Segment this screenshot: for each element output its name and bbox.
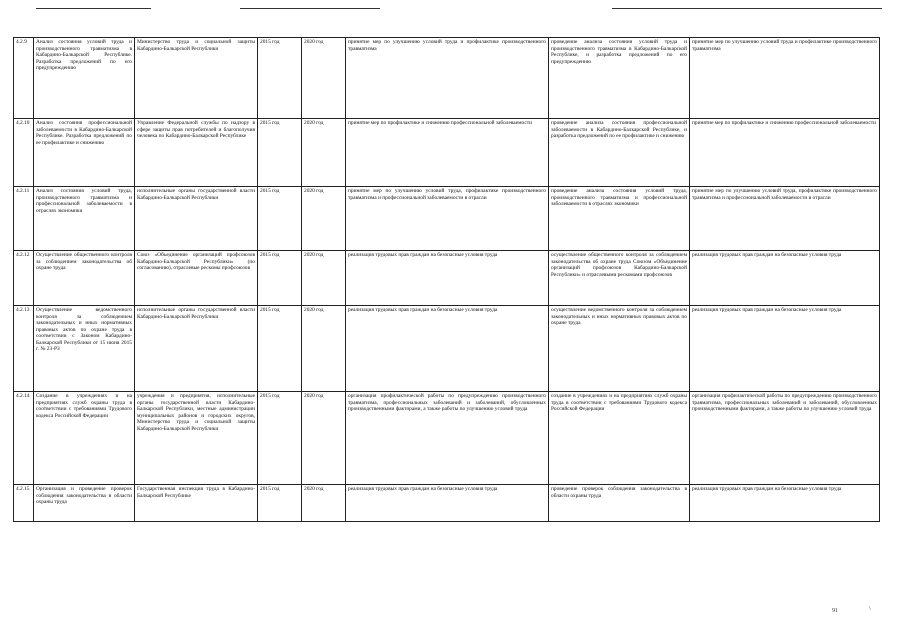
end-year-cell: 2020 год (302, 38, 346, 119)
activity-content-cell: осуществление общественного контроля за соблюдением законодательства об охране труда Союзом «Объединение организаций профсоюзов Кабардино-Балкарской Республики» и отраслевыми рескомами профсоюзов (549, 251, 690, 306)
row-number: 4.2.10 (14, 119, 34, 187)
table-row (14, 187, 880, 251)
activity-content-cell: проведение проверок соблюдения законодательства в области охраны труда (549, 485, 690, 522)
start-year-cell: 2015 год (258, 119, 302, 187)
expected-result-cell: принятие мер по профилактике и снижению профессиональной заболеваемости (346, 119, 549, 187)
activity-content-cell: осуществление ведомственного контроля за соблюдением законодательных и иных нормативных правовых актов по охране труда (549, 306, 690, 392)
program-activities-table (13, 37, 880, 522)
end-year-cell: 2020 год (302, 306, 346, 392)
indicator-cell: принятие мер по улучшению условий труда и профилактике производственного травматизма (690, 38, 880, 119)
indicator-cell: реализация трудовых прав граждан на безопасные условия труда (690, 306, 880, 392)
row-number: 4.2.12 (14, 251, 34, 306)
start-year-cell: 2015 год (258, 392, 302, 485)
table-row (14, 119, 880, 187)
expected-result-cell: реализация трудовых прав граждан на безопасные условия труда (346, 251, 549, 306)
executor-cell: Управление Федеральной службы по надзору в сфере защиты прав потребителей и благополучия человека по Кабардино-Балкарской Республике (135, 119, 258, 187)
end-year-cell: 2020 год (302, 119, 346, 187)
row-number: 4.2.13 (14, 306, 34, 392)
indicator-cell: организация профилактической работы по предупреждению производственного травматизма, профессиональных заболеваний и заболеваний, обусловленных производственными факторами, а также работы по улучшению условий труда (690, 392, 880, 485)
activity-content-cell: проведение анализа состояния профессиональной заболеваемости в Кабардино-Балкарской Республике, и разработка предложений по ее профилактике и снижению (549, 119, 690, 187)
table-row (14, 392, 880, 485)
table-row (14, 38, 880, 119)
executor-cell: исполнительные органы государственной власти Кабардино-Балкарской Республики (135, 187, 258, 251)
activity-cell: Создание в учреждениях и на предприятиях служб охраны труда в соответствии с требованиями Трудового кодекса Российской Федерации (34, 392, 135, 485)
end-year-cell: 2020 год (302, 251, 346, 306)
end-year-cell: 2020 год (302, 485, 346, 522)
indicator-cell: реализация трудовых прав граждан на безопасные условия труда (690, 485, 880, 522)
header-rule (36, 8, 151, 9)
executor-cell: исполнительные органы государственной власти Кабардино-Балкарской Республики (135, 306, 258, 392)
expected-result-cell: принятие мер по улучшению условий труда и профилактике производственного травматизма (346, 38, 549, 119)
activity-cell: Анализ состояния профессиональной заболеваемости в Кабардино-Балкарской Республике. Разработка предложений по ее профилактике и снижению (34, 119, 135, 187)
expected-result-cell: реализация трудовых прав граждан на безопасные условия труда (346, 306, 549, 392)
indicator-cell: принятие мер по улучшению условий труда, профилактике производственного травматизма и профессиональной заболеваемости в отрасли (690, 187, 880, 251)
table-row (14, 306, 880, 392)
header-rule (240, 8, 380, 9)
activity-content-cell: создание в учреждениях и на предприятиях служб охраны труда в соответствии с требованиями Трудового кодекса Российской Федерации (549, 392, 690, 485)
row-number: 4.2.11 (14, 187, 34, 251)
expected-result-cell: реализация трудовых прав граждан на безопасные условия труда (346, 485, 549, 522)
end-year-cell: 2020 год (302, 187, 346, 251)
start-year-cell: 2015 год (258, 485, 302, 522)
expected-result-cell: организация профилактической работы по предупреждению производственного травматизма, профессиональных заболеваний и заболеваний, обусловленных производственными факторами, а также работы по улучшению условий труда (346, 392, 549, 485)
start-year-cell: 2015 год (258, 187, 302, 251)
activity-content-cell: проведение анализа состояния условий труда и производственного травматизма в Кабардино-Балкарской Республике, и разработка предложений по его предупреждению (549, 38, 690, 119)
end-year-cell: 2020 год (302, 392, 346, 485)
start-year-cell: 2015 год (258, 251, 302, 306)
header-rule (612, 8, 882, 9)
row-number: 4.2.14 (14, 392, 34, 485)
indicator-cell: принятие мер по профилактике и снижению профессиональной заболеваемости (690, 119, 880, 187)
page-mark: \ (869, 606, 871, 612)
activity-cell: Осуществление ведомственного контроля за соблюдением законодательных и иных нормативных правовых актов по охране труда в соответствии с Законом Кабардино-Балкарской Республики от 15 июня 2015 г. № 23-РЗ (34, 306, 135, 392)
row-number: 4.2.15 (14, 485, 34, 522)
page-mark: 91 (832, 608, 838, 614)
executor-cell: учреждения и предприятия, исполнительные органы государственной власти Кабардино-Балкарской Республики, местные администрации муниципальных районов и городских округов, Министерство труда и социальной защиты Кабардино-Балкарской Республики (135, 392, 258, 485)
table-row (14, 485, 880, 522)
start-year-cell: 2015 год (258, 38, 302, 119)
start-year-cell: 2015 год (258, 306, 302, 392)
activity-cell: Осуществление общественного контроля за соблюдением законодательства об охране труда (34, 251, 135, 306)
activity-cell: Анализ состояния условий труда и производственного травматизма в Кабардино-Балкарской Республике. Разработка предложений по его предупреждению (34, 38, 135, 119)
activity-content-cell: проведение анализа состояния условий труда, производственного травматизма и профессиональной заболеваемости в отраслях экономики (549, 187, 690, 251)
activity-cell: Анализ состояния условий труда, производственного травматизма и профессиональной заболеваемости в отраслях экономики (34, 187, 135, 251)
executor-cell: Государственная инспекция труда в Кабардино-Балкарской Республике (135, 485, 258, 522)
executor-cell: Министерство труда и социальной защиты Кабардино-Балкарской Республики (135, 38, 258, 119)
table-row (14, 251, 880, 306)
executor-cell: Союз «Объединение организаций профсоюзов Кабардино-Балкарской Республики» (по согласованию), отраслевые рескомы профсоюзов (135, 251, 258, 306)
activity-cell: Организация и проведение проверок соблюдения законодательства в области охраны труда (34, 485, 135, 522)
table-body (14, 38, 880, 522)
indicator-cell: реализация трудовых прав граждан на безопасные условия труда (690, 251, 880, 306)
row-number: 4.2.9 (14, 38, 34, 119)
expected-result-cell: принятие мер по улучшению условий труда, профилактике производственного травматизма и профессиональной заболеваемости в отрасли (346, 187, 549, 251)
